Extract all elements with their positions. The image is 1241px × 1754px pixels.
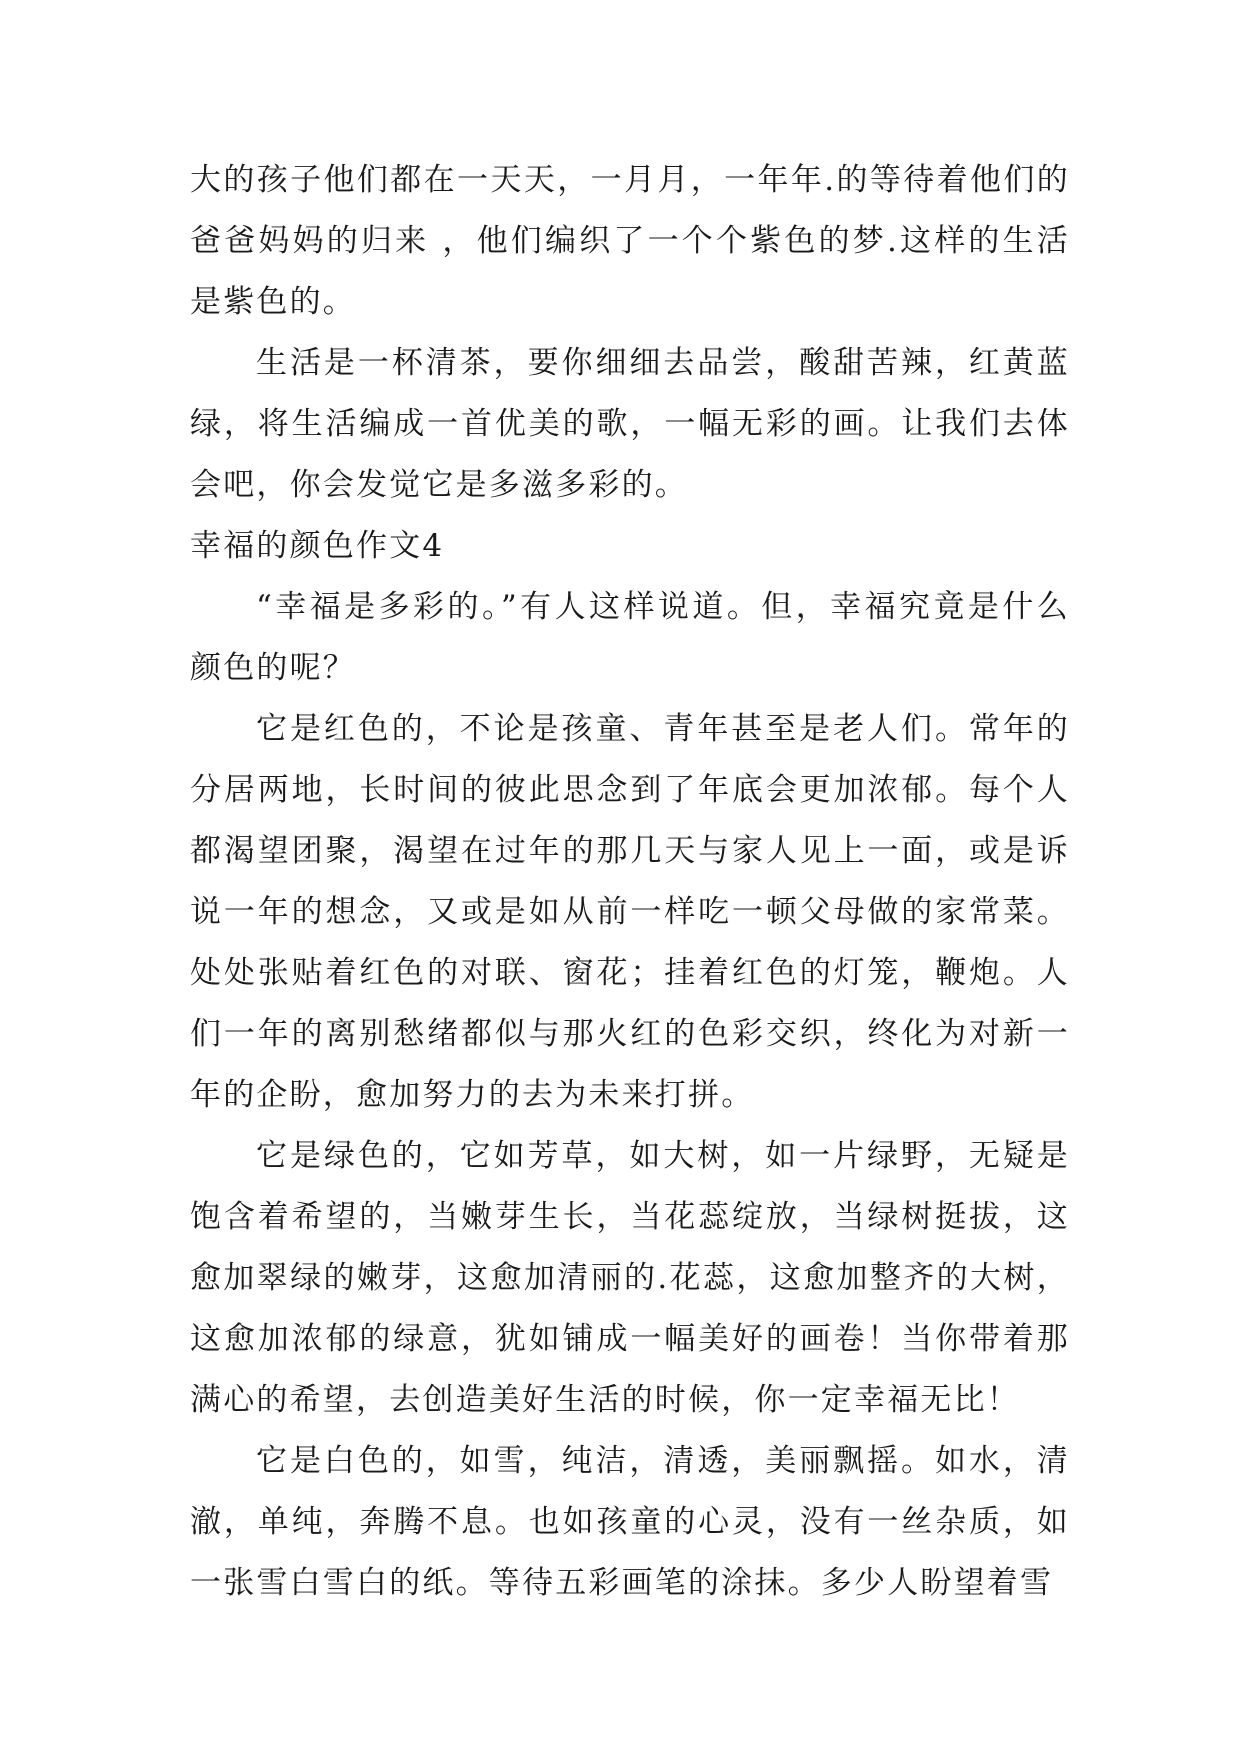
paragraph-red: 它是红色的，不论是孩童、青年甚至是老人们。常年的分居两地，长时间的彼此思念到了年底会更加浓郁。每个人都渴望团聚，渴望在过年的那几天与家人见上一面，或是诉说一年的想念，又或是如从前一样吃一顿父母做的家常菜。处处张贴着红色的对联、窗花；挂着红色的灯笼，鞭炮。人们一年的离别愁绪都似与那火红的色彩交织，终化为对新一年的企盼，愈加努力的去为未来打拼。 bbox=[190, 711, 1070, 1113]
paragraph-green: 它是绿色的，它如芳草，如大树，如一片绿野，无疑是饱含着希望的，当嫩芽生长，当花蕊绽放，当绿树挺拔，这愈加翠绿的嫩芽，这愈加清丽的.花蕊，这愈加整齐的大树，这愈加浓郁的绿意，犹如铺成一幅美好的画卷！当你带着那满心的希望，去创造美好生活的时候，你一定幸福无比！ bbox=[190, 1138, 1070, 1418]
paragraph-life-tea: 生活是一杯清茶，要你细细去品尝，酸甜苦辣，红黄蓝绿，将生活编成一首优美的歌，一幅无彩的画。让我们去体会吧，你会发觉它是多滋多彩的。 bbox=[190, 345, 1070, 503]
section-heading: 幸福的颜色作文4 bbox=[190, 528, 445, 564]
paragraph-intro-question: “幸福是多彩的。”有人这样说道。但，幸福究竟是什么颜色的呢？ bbox=[190, 589, 1070, 686]
paragraph-continuation: 大的孩子他们都在一天天，一月月，一年年.的等待着他们的爸爸妈妈的归来 ，他们编织了一个个紫色的梦.这样的生活是紫色的。 bbox=[190, 162, 1070, 320]
paragraph-white: 它是白色的，如雪，纯洁，清透，美丽飘摇。如水，清澈，单纯，奔腾不息。也如孩童的心灵，没有一丝杂质，如一张雪白雪白的纸。等待五彩画笔的涂抹。多少人盼望着雪 bbox=[190, 1443, 1070, 1601]
document-body bbox=[190, 150, 1070, 1614]
